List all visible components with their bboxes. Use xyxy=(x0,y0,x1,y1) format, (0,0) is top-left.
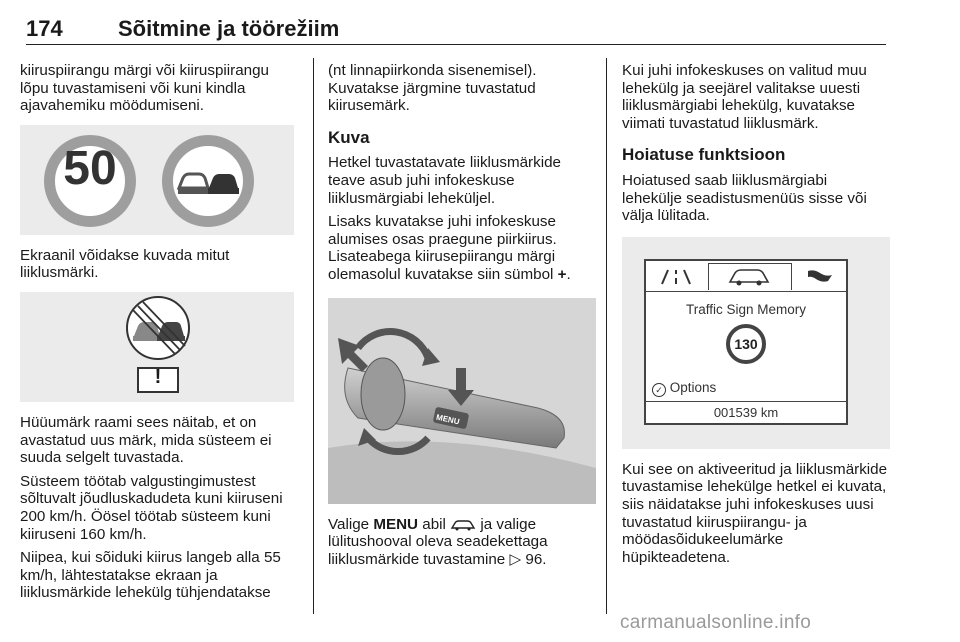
section-heading: Kuva xyxy=(328,127,370,147)
paragraph: Lisaks kuvatakse juhi infokeskuse alumises osas praegune piirkiirus. Lisateabega kiirusepiirangu märgi olemasolul kuvatakse siin sümbol +. xyxy=(328,213,571,283)
speed-limit-sign xyxy=(44,135,136,227)
paragraph: Hetkel tuvastatavate liiklusmärkide teave asub juhi infokeskuse liiklusmärgiabi leheküljel. xyxy=(328,154,561,207)
options-label: Options xyxy=(669,379,717,395)
paragraph: Hüüumärk raami sees näitab, et on avastatud uus märk, mida süsteem ei suuda selgelt tuvastada. xyxy=(20,413,272,467)
page-number: 174 xyxy=(26,16,63,41)
screen-title: Traffic Sign Memory xyxy=(685,301,807,317)
two-cars-icon xyxy=(173,146,243,216)
watermark: carmanualsonline.info xyxy=(620,612,812,633)
menu-button-label: MENU xyxy=(435,412,461,426)
speed-limit-value: 50 xyxy=(63,141,117,195)
tab-car[interactable] xyxy=(708,263,792,290)
paragraph: Kui see on aktiveeritud ja liiklusmärkide tuvastamise lehekülge hetkel ei kuvata, siis näidatakse juhi infokeskuses uusi tuvastatud kiiruspiirangu- ja möödasõidukeelumärke hüpikteadetena. xyxy=(622,460,888,566)
chapter-title: Sõitmine ja töörežiim xyxy=(118,16,340,41)
lane-icon xyxy=(656,266,696,288)
column-2 xyxy=(328,62,596,574)
paragraph: Süsteem töötab valgustingimustest sõltuvalt jõudluskadudeta kuni kiiruseni 200 km/h. Öösel töötab süsteem kuni kiiruseni 160 km/h. xyxy=(20,472,283,543)
page-ref-icon: ▷ xyxy=(509,550,522,568)
no-overtaking-sign xyxy=(162,135,254,227)
paragraph: Ekraanil võidakse kuvada mitut liiklusmärki. xyxy=(20,246,230,282)
section-heading: Hoiatuse funktsioon xyxy=(622,145,786,165)
turn-signal-stalk-icon xyxy=(328,298,596,504)
paragraph: Niipea, kui sõiduki kiirus langeb alla 55 km/h, lähtestatakse ekraan ja liiklusmärkide lehekülg tühjendatakse xyxy=(20,549,281,602)
options-item[interactable] xyxy=(652,379,716,397)
page-reference: 96. xyxy=(525,550,547,568)
speed-limit-sign: 130 xyxy=(726,324,766,364)
odometer: 001539 km xyxy=(713,404,779,420)
figure-end-restriction xyxy=(20,292,294,402)
paragraph: kiiruspiirangu märgi või kiiruspiirangu lõpu tuvastamiseni või kuni kindla ajavahemiku möödumiseni. xyxy=(20,62,270,115)
column-divider xyxy=(606,58,607,614)
car-icon xyxy=(727,267,771,287)
column-1 xyxy=(20,62,294,608)
column-divider xyxy=(313,58,314,614)
page-header xyxy=(26,10,886,45)
driver-info-screen xyxy=(644,259,848,425)
car-icon xyxy=(450,519,476,531)
figure-speed-signs xyxy=(20,125,294,235)
divider xyxy=(646,401,846,402)
exclamation-mark: ! xyxy=(154,365,162,388)
paragraph: Valige MENU abil ja valige lülitushooval oleva seadekettaga liiklusmärkide tuvastamine ▷ 96. xyxy=(328,515,548,568)
paragraph: Hoiatused saab liiklusmärgiabi lehekülje seadistusmenüüs sisse või välja lülitada. xyxy=(622,171,867,225)
screen-tabs xyxy=(646,261,846,292)
menu-label: MENU xyxy=(373,515,419,533)
traffic-sign-tab-icon[interactable] xyxy=(806,267,834,285)
paragraph: (nt linnapiirkonda sisenemisel). Kuvatakse järgmine tuvastatud kiirusemärk. xyxy=(328,62,537,115)
paragraph: Kui juhi infokeskuses on valitud muu lehekülg ja seejärel valitakse uuesti liiklusmärgiabi lehekülg, kuvatakse viimati tuvastatud liiklusmärk. xyxy=(622,62,867,132)
plus-symbol: + xyxy=(557,265,567,283)
figure-stalk-control xyxy=(328,298,596,504)
column-3 xyxy=(622,62,890,572)
figure-info-display xyxy=(622,237,890,449)
check-icon: ✓ xyxy=(652,383,666,397)
